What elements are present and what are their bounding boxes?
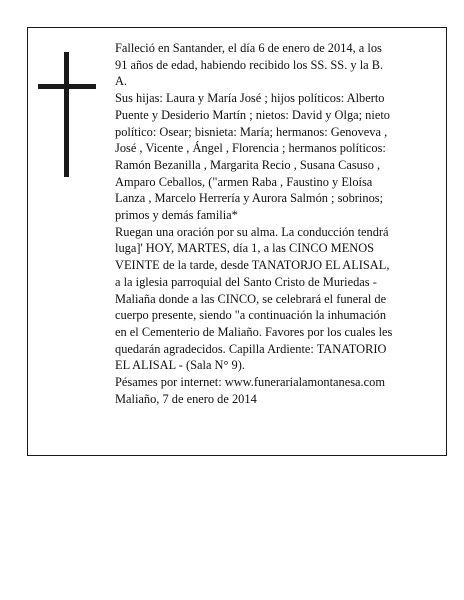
cross-icon [38, 52, 96, 177]
text-line: Ramón Bezanilla , Margarita Recio , Susana Casuso , [115, 157, 381, 172]
text-line: Lanza , Marcelo Herrería y Aurora Salmón ; sobrinos; [115, 191, 384, 206]
text-line: Falleció en Santander, el día 6 de enero de 2014, a los [115, 41, 382, 55]
text-line: Sus hijas: Laura y María José ; hijos políticos: Alberto [115, 91, 385, 106]
text-line: José , Vicente , Ángel , Florencia ; hermanos políticos: [115, 141, 386, 156]
text-line: a la iglesia parroquial del Santo Cristo de Muriedas - [115, 274, 377, 289]
text-line: político: Osear; bisnieta: María; hermanos: Genoveva , [115, 124, 388, 139]
text-line: quedarán agradecidos. Capilla Ardiente: TANATORIO [115, 341, 387, 356]
text-line: Pésames por internet: www.funerarialamontanesa.com [115, 375, 385, 390]
text-line: Amparo Ceballos, ("armen Raba , Faustino y Eloísa [115, 174, 373, 189]
text-line: cuerpo presente, siendo "a continuación la inhumación [115, 308, 387, 323]
obituary-text [115, 40, 425, 407]
text-line: primos y demás familia* [115, 208, 238, 223]
text-line: Maliaña donde a las CINCO, se celebrará el funeral de [115, 291, 387, 306]
text-line: Ruegan una oración por su alma. La conducción tendrá [115, 224, 389, 239]
text-line: 91 años de edad, habiendo recibido los SS. SS. y la B. [115, 57, 384, 72]
cross-horizontal-bar [38, 84, 96, 89]
text-line: luga]' HOY, MARTES, día 1, a las CINCO MENOS [115, 241, 375, 256]
text-line: Puente y Desiderio Martín ; nietos: David y Olga; nieto [115, 107, 390, 122]
text-line: Maliaño, 7 de enero de 2014 [115, 391, 257, 406]
cross-vertical-bar [64, 52, 69, 177]
text-line: EL ALISAL - (Sala N° 9). [115, 358, 245, 373]
text-line: VEINTE de la tarde, desde TANATORJO EL ALISAL, [115, 258, 390, 273]
text-line: A. [115, 74, 128, 89]
text-line: en el Cementerio de Maliaño. Favores por los cuales les [115, 324, 393, 339]
